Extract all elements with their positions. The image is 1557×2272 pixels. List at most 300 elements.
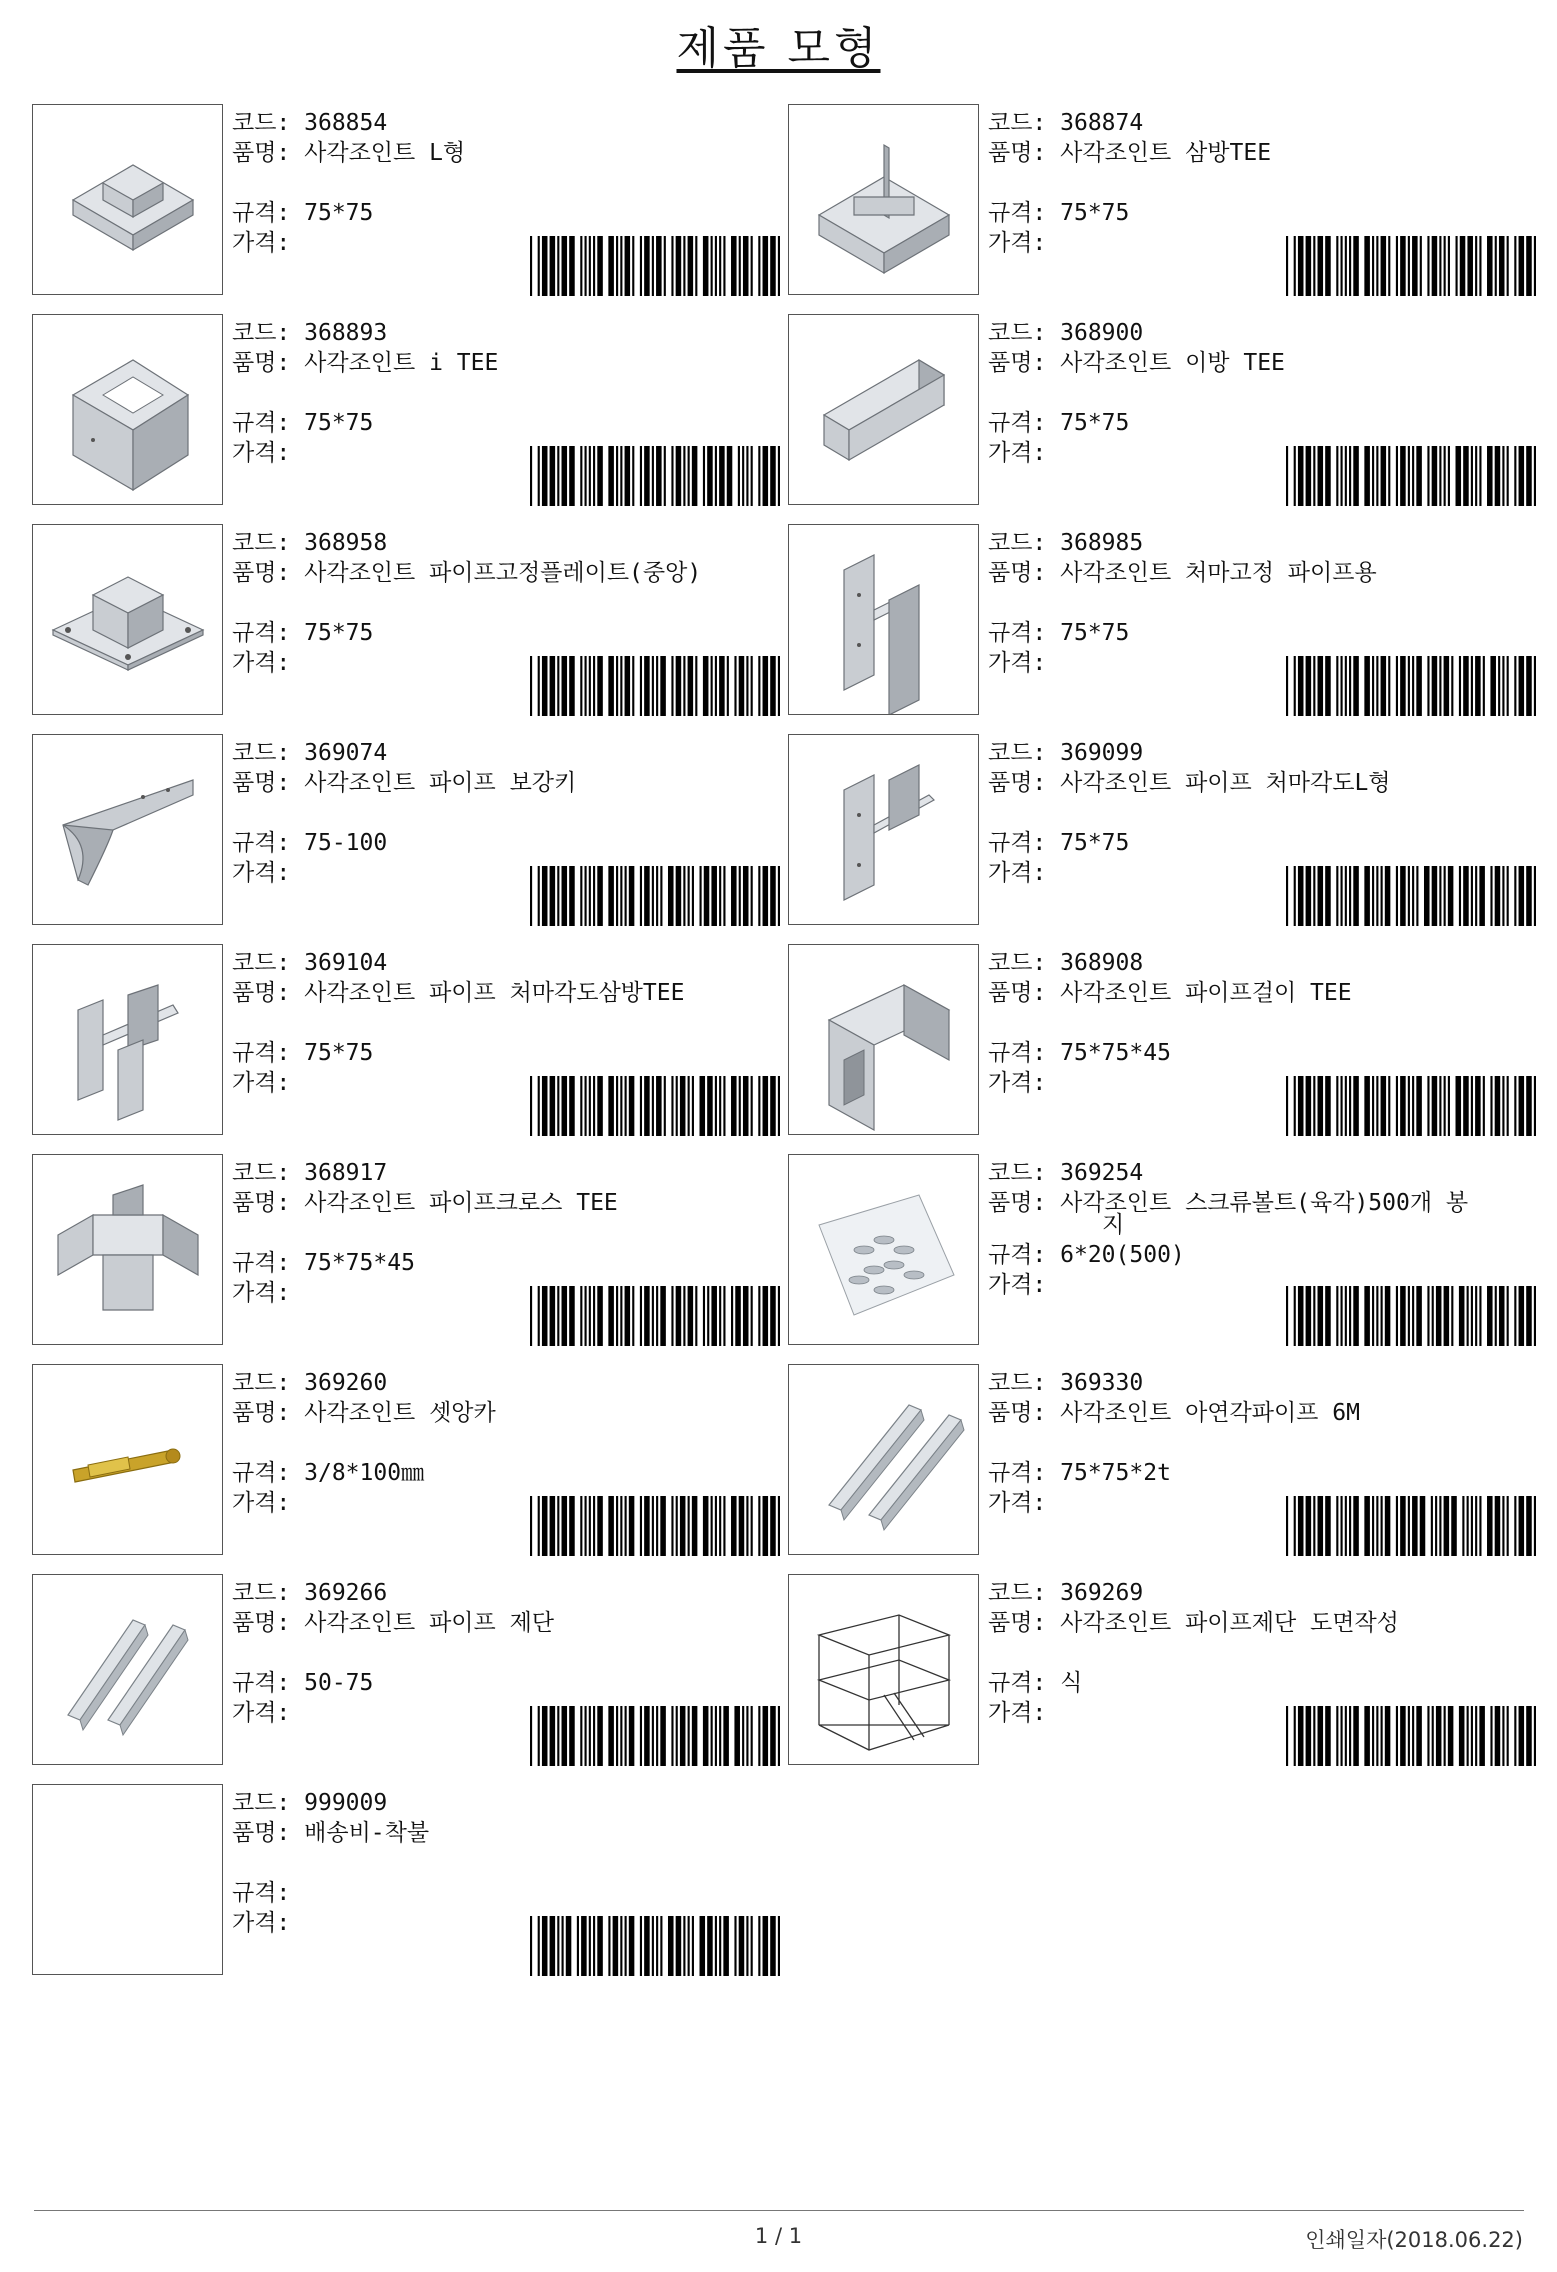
barcode-bar [1353, 1286, 1359, 1346]
barcode-bar [711, 866, 717, 926]
barcode-bar [739, 1076, 741, 1136]
barcode-bar [1341, 236, 1343, 296]
product-image [32, 944, 223, 1135]
name-label: 품명: [232, 1610, 305, 1636]
barcode-bar [1353, 866, 1359, 926]
barcode-bar [1487, 1286, 1493, 1346]
code-row [232, 1368, 496, 1398]
barcode-bar [640, 1496, 642, 1556]
code-label: 코드: [232, 110, 305, 136]
barcode-bar [1349, 1496, 1351, 1556]
product-name: 사각조인트 아연각파이프 6M [1060, 1400, 1360, 1426]
name-row [232, 978, 684, 1008]
barcode-bar [1396, 1706, 1398, 1766]
barcode-bar [1400, 1076, 1406, 1136]
barcode-bar [629, 866, 635, 926]
product-spec: 75*75*45 [1060, 1040, 1171, 1066]
code-row [988, 1158, 1468, 1188]
product-name: 사각조인트 처마고정 파이프용 [1060, 560, 1377, 586]
barcode-bar [778, 866, 780, 926]
barcode-bar [1294, 1286, 1296, 1346]
barcode-bar [616, 656, 618, 716]
product-info [232, 1368, 496, 1518]
barcode-bar [1475, 866, 1477, 926]
barcode-bar [597, 446, 603, 506]
spec-row [232, 618, 701, 648]
barcode-bar [1376, 446, 1378, 506]
spec-row [232, 1458, 496, 1488]
barcode-bar [1519, 236, 1525, 296]
barcode-bar [1286, 446, 1288, 506]
barcode-bar [671, 236, 673, 296]
barcode-bar [1408, 1286, 1410, 1346]
product-card [788, 104, 1528, 296]
barcode-bar [1467, 1706, 1469, 1766]
barcode-bar [1412, 1706, 1414, 1766]
barcode-bar [703, 1706, 709, 1766]
barcode-bar [616, 446, 618, 506]
product-name: 사각조인트 파이프 처마각도삼방TEE [304, 980, 685, 1006]
barcode-bar [1499, 236, 1505, 296]
spec-row [988, 1240, 1468, 1270]
barcode-bar [746, 1496, 748, 1556]
spec-label: 규격: [988, 1670, 1061, 1696]
structure-drawing-icon [789, 1575, 978, 1764]
code-row [988, 738, 1391, 768]
spec-row [232, 1248, 618, 1278]
barcode-bar [580, 656, 582, 716]
barcode-bar [1435, 1496, 1437, 1556]
barcode-bar [683, 1286, 685, 1346]
barcode-bar [589, 1496, 591, 1556]
barcode-bar [644, 446, 650, 506]
barcode-bar [1349, 446, 1351, 506]
price-label: 가격: [232, 1700, 291, 1726]
barcode-bar [656, 1076, 662, 1136]
barcode-bar [569, 1706, 575, 1766]
barcode-bar [550, 1916, 556, 1976]
barcode-bar [1444, 446, 1446, 506]
barcode [530, 1496, 780, 1556]
barcode-bar [707, 1916, 713, 1976]
barcode-bar [632, 236, 634, 296]
barcode-bar [703, 1496, 709, 1556]
barcode-bar [577, 1916, 579, 1976]
product-code: 368908 [1060, 950, 1144, 976]
barcode-bar [1376, 1286, 1378, 1346]
barcode-bar [746, 1916, 748, 1976]
barcode-bar [530, 1706, 532, 1766]
barcode-bar [770, 236, 776, 296]
barcode-bar [715, 236, 717, 296]
barcode-bar [593, 656, 595, 716]
barcode-bar [1420, 1496, 1426, 1556]
barcode-bar [1325, 1496, 1331, 1556]
barcode-bar [1364, 866, 1370, 926]
barcode-bar [758, 1286, 760, 1346]
barcode-bar [1432, 866, 1438, 926]
barcode-bar [1325, 1706, 1331, 1766]
barcode-bar [751, 1286, 753, 1346]
barcode-bar [1519, 866, 1525, 926]
barcode-bar [580, 1706, 582, 1766]
product-code: 368917 [304, 1160, 388, 1186]
barcode-bar [738, 446, 740, 506]
code-row [988, 1368, 1360, 1398]
barcode-bar [530, 1916, 532, 1976]
barcode-bar [1444, 1706, 1446, 1766]
barcode-bar [1456, 446, 1462, 506]
product-name: 사각조인트 파이프제단 도면작성 [1060, 1610, 1399, 1636]
barcode-bar [616, 236, 618, 296]
barcode-bar [1408, 1706, 1410, 1766]
barcode-bar [1507, 866, 1509, 926]
code-row [232, 1578, 554, 1608]
barcode-bar [715, 656, 717, 716]
barcode-bar [1495, 236, 1497, 296]
barcode-bar [1381, 446, 1387, 506]
product-info [988, 108, 1271, 258]
barcode-bar [1448, 446, 1450, 506]
barcode-bar [683, 866, 685, 926]
barcode-bar [688, 1076, 690, 1136]
barcode-bar [597, 1706, 603, 1766]
barcode-bar [1479, 1496, 1481, 1556]
barcode-bar [557, 866, 559, 926]
product-info [232, 1578, 554, 1728]
barcode-bar [1471, 446, 1473, 506]
barcode-bar [700, 866, 702, 926]
barcode-bar [743, 1076, 749, 1136]
barcode-bar [1313, 866, 1315, 926]
code-label: 코드: [988, 320, 1061, 346]
barcode-bar [1498, 656, 1500, 716]
barcode-bar [671, 656, 673, 716]
barcode-bar [538, 866, 540, 926]
barcode-bar [1444, 236, 1446, 296]
price-label: 가격: [232, 650, 291, 676]
barcode-bar [1306, 1706, 1312, 1766]
name-row [232, 768, 576, 798]
price-label: 가격: [232, 1910, 291, 1936]
barcode-bar [1400, 1706, 1406, 1766]
barcode-bar [557, 1916, 559, 1976]
spec-label: 규격: [988, 1460, 1061, 1486]
product-code: 369260 [304, 1370, 388, 1396]
barcode-bar [1534, 446, 1536, 506]
barcode-bar [1336, 236, 1338, 296]
product-card [32, 1574, 772, 1766]
barcode-bar [778, 446, 780, 506]
barcode-bar [620, 1916, 622, 1976]
barcode-bar [1460, 236, 1466, 296]
barcode-bar [1294, 1706, 1296, 1766]
barcode-bar [1345, 656, 1347, 716]
barcode-bar [683, 446, 685, 506]
barcode-bar [1495, 1286, 1497, 1346]
barcode-bar [703, 446, 705, 506]
barcode [1286, 1706, 1536, 1766]
product-code: 369074 [304, 740, 388, 766]
name-row [988, 138, 1271, 168]
barcode-bar [1475, 1076, 1481, 1136]
barcode-bar [1427, 1706, 1429, 1766]
barcode-bar [644, 1706, 650, 1766]
product-name: 사각조인트 이방 TEE [1060, 350, 1285, 376]
barcode-bar [1490, 1076, 1492, 1136]
product-image [32, 1364, 223, 1555]
product-image [32, 1154, 223, 1345]
spec-label: 규격: [232, 410, 305, 436]
barcode-bar [608, 1706, 614, 1766]
product-name: 사각조인트 파이프 제단 [304, 1610, 555, 1636]
barcode-bar [620, 866, 622, 926]
barcode-bar [1349, 866, 1351, 926]
barcode-bar [1444, 1076, 1446, 1136]
barcode-bar [608, 1496, 614, 1556]
barcode-bar [1318, 866, 1324, 926]
barcode-bar [743, 866, 749, 926]
barcode-bar [668, 866, 674, 926]
spacer [232, 798, 576, 828]
barcode-bar [1376, 656, 1378, 716]
barcode-bar [656, 866, 658, 926]
barcode-bar [1534, 866, 1536, 926]
barcode-bar [1294, 656, 1296, 716]
barcode-bar [1318, 446, 1324, 506]
barcode-bar [1376, 1496, 1378, 1556]
name-label: 품명: [232, 1400, 305, 1426]
barcode-bar [1448, 866, 1454, 926]
spec-row [988, 618, 1377, 648]
barcode-bar [562, 1286, 568, 1346]
barcode-bar [1353, 1496, 1359, 1556]
price-label: 가격: [232, 440, 291, 466]
code-label: 코드: [232, 320, 305, 346]
barcode-bar [620, 236, 622, 296]
barcode-bar [1341, 1496, 1343, 1556]
barcode-bar [656, 446, 662, 506]
code-label: 코드: [232, 530, 305, 556]
barcode-bar [1412, 1286, 1414, 1346]
product-name: 사각조인트 스크류볼트(육각)500개 봉 [1060, 1190, 1469, 1216]
barcode-bar [1502, 1496, 1504, 1556]
barcode-bar [640, 1706, 642, 1766]
code-row [232, 108, 465, 138]
barcode-bar [778, 1076, 780, 1136]
product-spec: 75*75 [1060, 620, 1130, 646]
barcode-bar [616, 1706, 618, 1766]
barcode-bar [1298, 236, 1304, 296]
barcode-bar [1341, 656, 1343, 716]
spec-label: 규격: [232, 200, 305, 226]
barcode-bar [1412, 1076, 1414, 1136]
barcode-bar [751, 1496, 753, 1556]
barcode-bar [1298, 1496, 1304, 1556]
barcode-bar [562, 656, 568, 716]
barcode-bar [652, 1286, 654, 1346]
barcode-bar [1487, 1496, 1493, 1556]
barcode-bar [1534, 1076, 1536, 1136]
code-label: 코드: [988, 110, 1061, 136]
barcode-bar [1396, 446, 1398, 506]
product-spec: 75*75 [1060, 200, 1130, 226]
barcode-bar [1396, 866, 1398, 926]
spacer [988, 588, 1377, 618]
spec-label: 규격: [988, 200, 1061, 226]
barcode-bar [763, 1076, 769, 1136]
barcode-bar [1459, 866, 1461, 926]
product-name: 사각조인트 파이프고정플레이트(중앙) [304, 560, 702, 586]
product-code: 368893 [304, 320, 388, 346]
barcode-bar [593, 1496, 595, 1556]
barcode-bar [707, 446, 713, 506]
price-label: 가격: [988, 1272, 1047, 1298]
barcode-bar [711, 236, 713, 296]
barcode-bar [676, 446, 682, 506]
barcode-bar [1396, 236, 1398, 296]
name-label: 품명: [988, 770, 1061, 796]
barcode-bar [593, 446, 595, 506]
code-row [988, 1578, 1399, 1608]
barcode-bar [1313, 1706, 1315, 1766]
barcode-bar [625, 236, 631, 296]
spec-label: 규격: [988, 830, 1061, 856]
product-image [32, 524, 223, 715]
barcode-bar [1341, 1286, 1343, 1346]
barcode-bar [723, 1496, 725, 1556]
barcode-bar [758, 656, 760, 716]
barcode-bar [676, 656, 682, 716]
price-label: 가격: [232, 1280, 291, 1306]
barcode-bar [671, 1706, 673, 1766]
spacer [988, 1638, 1399, 1668]
spec-label: 규격: [232, 1880, 291, 1906]
barcode-bar [751, 1916, 753, 1976]
code-label: 코드: [988, 530, 1061, 556]
product-card [788, 1364, 1528, 1556]
barcode-bar [1306, 1076, 1312, 1136]
barcode-bar [538, 1496, 540, 1556]
barcode-bar [1416, 446, 1422, 506]
barcode-bar [1345, 1706, 1347, 1766]
barcode-bar [550, 236, 556, 296]
barcode-bar [589, 1076, 591, 1136]
product-spec: 75*75 [1060, 830, 1130, 856]
price-row [232, 1908, 429, 1938]
barcode-bar [1507, 1286, 1509, 1346]
barcode-bar [731, 1496, 737, 1556]
barcode-bar [593, 1286, 595, 1346]
name-label: 품명: [988, 350, 1061, 376]
code-label: 코드: [988, 1580, 1061, 1606]
barcode-bar [616, 1286, 618, 1346]
barcode-bar [644, 1076, 650, 1136]
product-card [788, 314, 1528, 506]
code-label: 코드: [988, 950, 1061, 976]
barcode-bar [1526, 236, 1532, 296]
barcode-bar [1416, 1286, 1422, 1346]
barcode-bar [1463, 656, 1469, 716]
name-row [232, 1398, 496, 1428]
barcode-bar [542, 1286, 548, 1346]
barcode-bar [778, 1916, 780, 1976]
barcode-bar [1396, 1286, 1398, 1346]
barcode-bar [1479, 446, 1481, 506]
barcode-bar [1313, 446, 1315, 506]
barcode-bar [715, 1706, 717, 1766]
barcode-bar [1318, 1496, 1324, 1556]
product-code: 369266 [304, 1580, 388, 1606]
barcode-bar [608, 866, 614, 926]
barcode-bar [1408, 236, 1410, 296]
barcode-bar [1294, 1076, 1296, 1136]
barcode-bar [652, 1076, 654, 1136]
barcode-bar [589, 656, 591, 716]
barcode-bar [644, 1286, 650, 1346]
barcode-bar [538, 1076, 540, 1136]
barcode-bar [739, 1496, 745, 1556]
barcode-bar [557, 1706, 559, 1766]
barcode-bar [1416, 1076, 1422, 1136]
barcode-bar [1495, 1706, 1501, 1766]
barcode-bar [589, 1286, 591, 1346]
barcode-bar [1427, 1076, 1429, 1136]
barcode-bar [1479, 866, 1485, 926]
barcode-bar [751, 1076, 753, 1136]
barcode-bar [1427, 446, 1429, 506]
barcode-bar [640, 1286, 642, 1346]
barcode-bar [1400, 236, 1406, 296]
barcode-bar [758, 236, 760, 296]
spacer [988, 378, 1285, 408]
barcode-bar [743, 1286, 749, 1346]
barcode-bar [763, 866, 769, 926]
barcode-bar [1490, 656, 1496, 716]
barcode-bar [585, 1496, 587, 1556]
barcode-bar [683, 1916, 685, 1976]
barcode-bar [585, 446, 587, 506]
spec-label: 규격: [232, 1670, 305, 1696]
product-code: 999009 [304, 1790, 388, 1816]
barcode-bar [616, 866, 618, 926]
spec-row [988, 198, 1271, 228]
barcode-bar [1364, 656, 1370, 716]
barcode-bar [1376, 236, 1378, 296]
square-joint-three-way-tee-icon [789, 105, 978, 294]
product-code: 368854 [304, 110, 388, 136]
barcode-bar [1487, 446, 1493, 506]
name-label: 품명: [232, 1190, 305, 1216]
barcode-bar [676, 1076, 678, 1136]
product-name: 사각조인트 파이프걸이 TEE [1060, 980, 1352, 1006]
barcode-bar [770, 1916, 776, 1976]
barcode-bar [1372, 1286, 1374, 1346]
barcode [1286, 866, 1536, 926]
barcode-bar [778, 1286, 780, 1346]
barcode-bar [625, 656, 631, 716]
barcode-bar [620, 1076, 622, 1136]
barcode-bar [676, 236, 682, 296]
barcode-bar [692, 866, 694, 926]
barcode-bar [1385, 866, 1391, 926]
barcode-bar [530, 656, 532, 716]
product-card [32, 524, 772, 716]
barcode-bar [707, 1286, 709, 1346]
barcode-bar [1318, 1076, 1324, 1136]
barcode-bar [1459, 1706, 1465, 1766]
barcode-bar [746, 1706, 748, 1766]
